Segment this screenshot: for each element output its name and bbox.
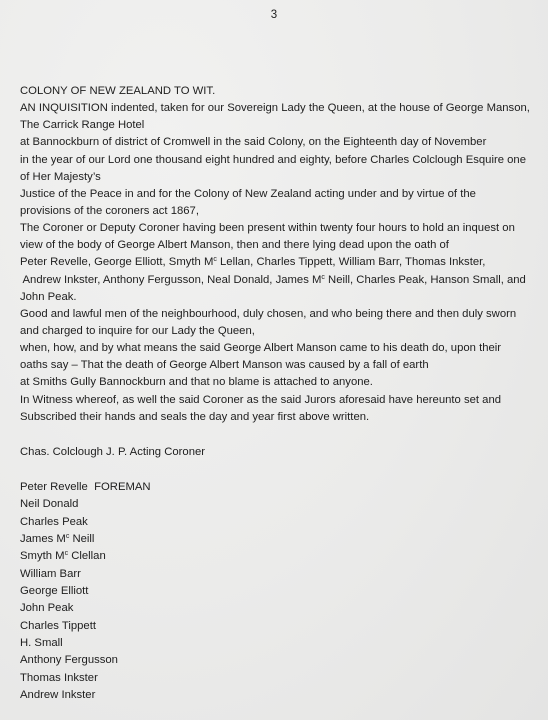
text-line: view of the body of George Albert Manson, then and there lying dead upon the oath of bbox=[20, 239, 449, 252]
juror-name: George Elliott bbox=[20, 585, 89, 598]
inquisition-text bbox=[20, 83, 540, 426]
juror-name: Thomas Inkster bbox=[20, 671, 98, 684]
juror-list bbox=[20, 479, 320, 704]
juror-name: Peter Revelle FOREMAN bbox=[20, 481, 151, 493]
juror-name: Neil Donald bbox=[20, 498, 79, 511]
juror-name: Andrew Inkster bbox=[20, 689, 96, 702]
text-line: of Her Majesty’s bbox=[20, 170, 101, 183]
text-line: Peter Revelle, George Elliott, Smyth $M^c$ Lellan, Charles Tippett, William Barr, Thomas Inkster, bbox=[20, 256, 486, 269]
text-line: In Witness whereof, as well the said Coroner as the said Jurors aforesaid have hereunto set and bbox=[20, 393, 502, 406]
text-line: The Carrick Range Hotel bbox=[20, 119, 145, 132]
text-line: Good and lawful men of the neighbourhood, duly chosen, and who being there and then duly sworn bbox=[20, 307, 517, 320]
text-line: COLONY OF NEW ZEALAND TO WIT. bbox=[20, 85, 216, 97]
juror-name: Charles Tippett bbox=[20, 619, 96, 632]
text-line: John Peak. bbox=[20, 290, 77, 303]
text-line: in the year of our Lord one thousand eight hundred and eighty, before Charles Colclough Esquire one bbox=[20, 153, 526, 166]
juror-name: Smyth $M^c$ Clellan bbox=[20, 550, 106, 563]
text-line: when, how, and by what means the said George Albert Manson came to his death do, upon their bbox=[20, 342, 502, 355]
text-line: Justice of the Peace in and for the Colony of New Zealand acting under and by virtue of the bbox=[20, 187, 476, 200]
coroner-signature: Chas. Colclough J. P. Acting Coroner bbox=[20, 446, 206, 458]
juror-name: Charles Peak bbox=[20, 515, 88, 528]
juror-name: H. Small bbox=[20, 637, 63, 650]
text-line: and charged to inquire for our Lady the Queen, bbox=[20, 324, 255, 337]
text-line: at Bannockburn of district of Cromwell in the said Colony, on the Eighteenth day of November bbox=[20, 136, 487, 149]
text-line: provisions of the coroners act 1867, bbox=[20, 204, 199, 217]
text-line: at Smiths Gully Bannockburn and that no blame is attached to anyone. bbox=[20, 376, 373, 389]
text-line: The Coroner or Deputy Coroner having been present within twenty four hours to hold an inquest on bbox=[20, 222, 515, 235]
page-number: 3 bbox=[270, 9, 278, 21]
juror-name: John Peak bbox=[20, 602, 74, 615]
juror-name: Anthony Fergusson bbox=[20, 654, 118, 667]
text-line: AN INQUISITION indented, taken for our Sovereign Lady the Queen, at the house of George Manson, bbox=[20, 102, 530, 115]
juror-name: William Barr bbox=[20, 567, 81, 580]
juror-name: James $M^c$ Neill bbox=[20, 533, 95, 546]
text-line: Andrew Inkster, Anthony Fergusson, Neal Donald, James $M^c$ Neill, Charles Peak, Hanson Small, and bbox=[20, 273, 526, 286]
text-line: Subscribed their hands and seals the day and year first above written. bbox=[20, 410, 370, 423]
text-line: oaths say – That the death of George Albert Manson was caused by a fall of earth bbox=[20, 359, 429, 372]
